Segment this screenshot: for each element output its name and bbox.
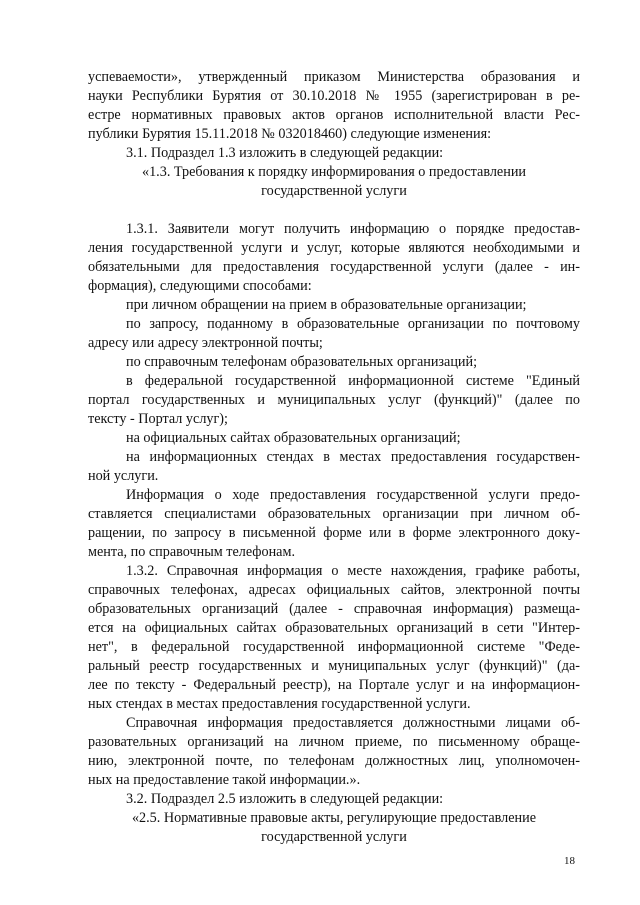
text-line: 3.2. Подраздел 2.5 изложить в следующей редакции: (126, 791, 444, 807)
text-line: на информационных стендах в местах предоставления государствен- (126, 449, 580, 465)
text-line: разовательных организаций на личном приеме, по письменному обраще- (88, 734, 580, 750)
text-line: науки Республики Бурятия от 30.10.2018 № 1955 (зарегистрирован в ре- (88, 88, 580, 104)
blank-line (88, 201, 580, 220)
text-line: Справочная информация предоставляется должностными лицами об- (126, 715, 580, 731)
text-line: тексту - Портал услуг); (88, 411, 228, 427)
text-line: ется на официальных сайтах образовательных организаций в сети "Интер- (88, 620, 580, 636)
section-heading: государственной услуги (261, 183, 407, 199)
text-line: по запросу, поданному в образовательные организации по почтовому (126, 316, 580, 332)
text-line: в федеральной государственной информационной системе "Единый (126, 373, 580, 389)
text-line: адресу или адресу электронной почты; (88, 335, 323, 351)
text-line: Информация о ходе предоставления государственной услуги предо- (126, 487, 580, 503)
text-line: по справочным телефонам образовательных организаций; (126, 354, 478, 370)
text-line: ращении, по запросу в письменной форме или в форме электронного доку- (88, 525, 580, 541)
text-line: ной услуги. (88, 468, 159, 484)
text-line: мента, по справочным телефонам. (88, 544, 296, 560)
page-number: 18 (564, 855, 575, 867)
text-line: естре нормативных правовых актов органов исполнительной власти Рес- (88, 107, 580, 123)
text-line: справочных телефонах, адресах официальных сайтов, электронной почты (88, 582, 580, 598)
text-line: обязательными для предоставления государственной услуги (далее - ин- (88, 259, 580, 275)
section-heading: «2.5. Нормативные правовые акты, регулирующие предоставление (131, 810, 537, 826)
text-line: ных стендах в местах предоставления государственной услуги. (88, 696, 471, 712)
section-heading: «1.3. Требования к порядку информирования о предоставлении (141, 164, 527, 180)
text-line: портал государственных и муниципальных услуг (функций)" (далее по (88, 392, 580, 408)
document-body (88, 68, 580, 847)
text-line: ральный реестр государственных и муниципальных услуг (функций)" (да- (88, 658, 580, 674)
text-line: ных на предоставление такой информации.». (88, 772, 361, 788)
text-line: публики Бурятия 15.11.2018 № 032018460) следующие изменения: (88, 126, 492, 142)
text-line: 1.3.2. Справочная информация о месте нахождения, графике работы, (126, 563, 580, 579)
text-line: на официальных сайтах образовательных организаций; (126, 430, 461, 446)
text-line: лее по тексту - Федеральный реестр), на Портале услуг и на информацион- (88, 677, 580, 693)
text-line: нию, электронной почте, по телефонам должностных лиц, уполномочен- (88, 753, 580, 769)
text-line: 1.3.1. Заявители могут получить информацию о порядке предостав- (126, 221, 580, 237)
text-line: образовательных организаций (далее - справочная информация) размеща- (88, 601, 580, 617)
text-line: ления государственной услуги и услуг, которые являются необходимыми и (88, 240, 580, 256)
text-line: ставляется специалистами образовательных организации при личном об- (88, 506, 580, 522)
text-line: формация), следующими способами: (88, 278, 312, 294)
text-line: успеваемости», утвержденный приказом Министерства образования и (88, 69, 580, 85)
text-line: нет", в федеральной государственной информационной системе "Феде- (88, 639, 580, 655)
section-heading: государственной услуги (261, 829, 407, 845)
text-line: 3.1. Подраздел 1.3 изложить в следующей редакции: (126, 145, 444, 161)
text-line: при личном обращении на прием в образовательные организации; (126, 297, 527, 313)
